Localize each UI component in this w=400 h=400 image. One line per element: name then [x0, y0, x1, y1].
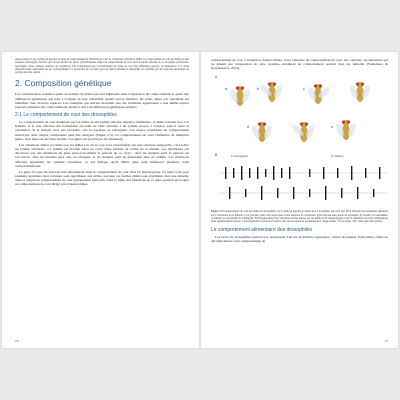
page-number-left: 10 [15, 339, 19, 343]
body-paragraph-2: Les vibrations alaires produites par les mâles lors de la cour sont caractérisées par une structure temporelle, c'est-à-dire un rythme vibratoire. Ce rythme est modulé selon un cycle d'une période de l'ordre de la minute. Les chercheurs ont découvert que des mutations du gène period modifient la période de ce cycle : chez les mutants perS la période est raccourcie, chez les mutants perL elle est allongée, et les mutants per0 ne présentent plus de rythme. Ces mutations affectent également les rythmes circadiens, ce qui indique qu'un même gène peut influencer plusieurs traits comportementaux. [15, 142, 189, 168]
book-spread [2, 52, 398, 348]
panel-label-b: B [215, 153, 218, 158]
subsection-heading [15, 112, 189, 118]
top-paragraph: comportement de cour à l'attention d'autres mâles, voire l'absence de comportement de cour. Au contraire, les mutations qui ne gênent pas l'expression de cette protéine entraînent un comportement normal chez les femelles (Yamamoto & Koganezawa, 2013). [211, 58, 388, 71]
body-paragraph-1: Le comportement de cour manifesté par les mâles de drosophile suit une séquence immuable : le mâle s'oriente face à la femelle, il la suit, effectue des battements saccadés de l'aile vibrante à un rythme propre à l'espèce, puis il tente la copulation. Si la femelle n'est pas réceptive, elle le repousse en s'éloignant. Ces étapes constituent un comportement stéréotypé dont chaque composante peut être analysée (Figure 2.5). Ce comportement est sous l'influence de multiples gènes, dont deux ont été bien étudiés : les gènes per (period) et fru (fruitless). [15, 120, 189, 141]
fly-illustration-f [293, 117, 315, 145]
figure-caption [211, 210, 388, 223]
species-label-melanogaster: D. melanogaster [231, 155, 249, 159]
left-page [2, 52, 199, 348]
step-letter-e: e [331, 125, 333, 130]
figure-caption-text: Comportement de cour des mâles de drosophiles. A) La mâle (à gauche) s'oriente face à la femelle, puis il la suit. B) Il effectue des battements pulsatiles avec l'extension de la femelle. C) Il procède à une cour rapprochée et une tentative de copulation. D) Il effectue une parade de la femelle. E) Il tente l'accouplement, la femelle est susceptible de s'échapper. B) Enregistrement des vibrations alaires émises par les mâles de D. melanogaster et de D. simulans, les trains d'impulsions étant régulièrement espacés. Cette régularité est propre à l'espèce, elle sert de signal de reconnaissance. Vingt chants : 19 secondes ; IPI : intervalle inter-pulses. [211, 210, 389, 224]
closing-paragraph: Les larves de drosophiles (asticots) se nourrissent d'un tas de déchets organiques : débris de plantes, fruits mûrs, chairs en décomposition. Leur comportement de [211, 234, 388, 243]
section-title: Composition génétique [24, 78, 112, 89]
step-letter-c: c [303, 87, 305, 92]
fly-illustration-c [307, 79, 329, 107]
fly-illustration-e [251, 117, 273, 145]
courtship-figure [211, 73, 388, 208]
section-number: 2. [15, 78, 23, 89]
step-letter-d: d [247, 125, 249, 130]
fly-illustration-b [261, 77, 283, 105]
intro-paragraph: Les connaissances actuelles quant au nombre de gènes qui sont impliqués dans l'expression du comportement et quant aux différences génétiques qui sont à l'origine de leur variabilité restent encore limitées. De telles gènes ont cependant été identifiés chez diverses espèces. Les exemples qui suivent montrent que des individus appartenant à une même espèce peuvent présenter des comportements distincts dus à de différences génétiques simples. [15, 92, 189, 109]
subsection-number: 2.1 [15, 112, 22, 119]
right-page [201, 52, 398, 348]
page-number-right: 11 [384, 339, 388, 343]
song-oscillogram [219, 163, 387, 203]
figure-caption-label: Figure 2.5 [211, 210, 223, 214]
fly-illustration-g [335, 115, 357, 143]
step-letter-a: a [225, 87, 227, 92]
body-paragraph-3: Le gène fru joue lui aussi un rôle déterminant dans le comportement de cour chez D. melanogaster. Ce gène code pour plusieurs protéines dont certaines sont spécifiques aux mâles. Lorsque ces formes mâles sont exprimées chez une femelle, celle-ci adopte un comportement de cour typiquement masculin. Chez le mâle, des mutations de ce gène peuvent provoquer un comportement de cour dirigé vers d'autres mâles. [15, 169, 189, 187]
panel-label-a: A [215, 75, 218, 80]
subsection-heading-feeding: Le comportement alimentaire des drosophiles [211, 226, 313, 233]
species-label-simulans: D. simulans [331, 155, 344, 159]
fly-illustration-a [229, 81, 251, 109]
top-caption: Autres études, il est possible de mesurer la taille du comportement de l'individu au cours de l'expérience (Dickson 2008). Le comportement de cour des mâles est une séquence stéréotypée d'actions qui ont été décrites en détail. (A) Différentes étapes du comportement de cour dans la parade sexuelle de la drosophile (orientation, tapotement, chant, léchage, tentative de copulation). (B) Comparaison des caractéristiques du chant de cour chez différentes espèces, les impulsions et le chant sinusoïdal étant représentés sur les oscillogrammes. La production de ces deux types de chant (pulsatile et sinusoïdal) est contrôlée par des neurones spécifiques du système nerveux central. [15, 58, 189, 75]
subsection-title: Le comportement de cour des drosophiles [23, 112, 117, 119]
fly-illustration-d [349, 77, 371, 105]
section-heading [15, 78, 189, 88]
step-letter-b: b [257, 87, 259, 92]
